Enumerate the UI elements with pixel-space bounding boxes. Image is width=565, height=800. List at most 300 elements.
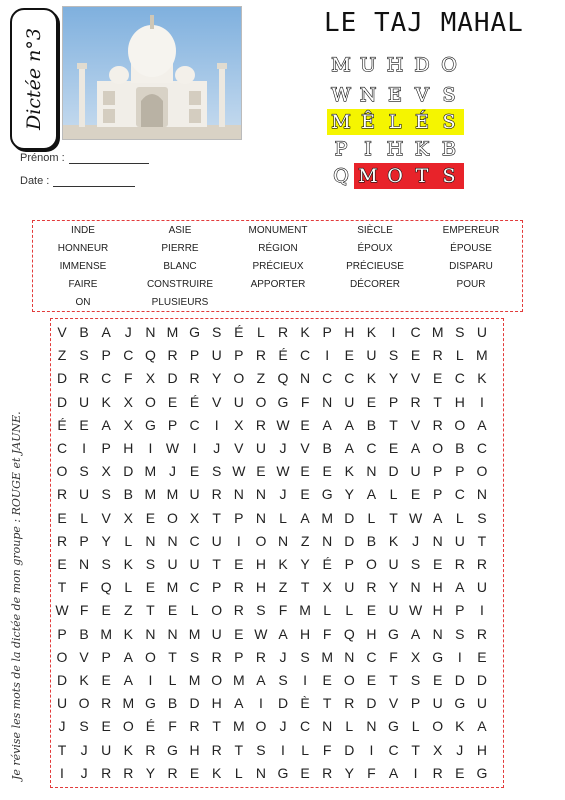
grid-cell[interactable]: Q <box>144 347 156 364</box>
grid-cell[interactable]: R <box>211 648 222 665</box>
grid-cell[interactable]: E <box>167 602 178 619</box>
grid-cell[interactable]: T <box>212 509 221 526</box>
grid-cell[interactable]: T <box>433 393 442 410</box>
grid-cell[interactable]: R <box>476 556 487 572</box>
grid-cell[interactable]: R <box>189 370 200 387</box>
grid-cell[interactable]: A <box>278 625 288 642</box>
grid-cell[interactable]: Q <box>100 579 112 596</box>
grid-cell[interactable]: M <box>122 695 135 712</box>
grid-cell[interactable]: P <box>433 463 443 480</box>
grid-cell[interactable]: I <box>148 440 153 456</box>
grid-cell[interactable]: S <box>189 648 200 665</box>
grid-cell[interactable]: S <box>101 556 111 572</box>
grid-cell[interactable]: R <box>432 347 443 364</box>
grid-cell[interactable]: U <box>344 579 355 596</box>
grid-cell[interactable]: N <box>300 370 311 387</box>
grid-cell[interactable]: B <box>79 625 89 642</box>
grid-cell[interactable]: T <box>322 695 332 712</box>
grid-cell[interactable]: O <box>255 718 267 735</box>
grid-cell[interactable]: N <box>410 579 421 596</box>
grid-cell[interactable]: O <box>476 463 488 480</box>
grid-cell[interactable]: U <box>79 486 90 503</box>
grid-cell[interactable]: C <box>123 347 134 364</box>
grid-cell[interactable]: W <box>276 416 290 433</box>
grid-cell[interactable]: A <box>477 416 487 433</box>
grid-cell[interactable]: E <box>300 463 310 480</box>
grid-cell[interactable]: P <box>344 556 354 572</box>
grid-cell[interactable]: X <box>322 579 332 596</box>
grid-cell[interactable]: O <box>211 602 223 619</box>
grid-cell[interactable]: D <box>123 463 134 480</box>
grid-cell[interactable]: U <box>454 532 465 549</box>
grid-cell[interactable]: K <box>300 324 310 340</box>
grid-cell[interactable]: I <box>325 347 330 364</box>
grid-cell[interactable]: F <box>168 718 177 735</box>
grid-cell[interactable]: E <box>388 440 399 456</box>
grid-cell[interactable]: N <box>167 532 178 549</box>
grid-cell[interactable]: L <box>323 602 332 619</box>
grid-cell[interactable]: J <box>279 718 287 735</box>
grid-cell[interactable]: N <box>233 486 244 503</box>
grid-cell[interactable]: T <box>477 532 487 549</box>
grid-cell[interactable]: C <box>101 370 112 387</box>
grid-cell[interactable]: C <box>388 741 399 758</box>
grid-cell[interactable]: J <box>213 440 221 456</box>
grid-cell[interactable]: N <box>145 324 156 340</box>
grid-cell[interactable]: R <box>432 416 443 433</box>
grid-cell[interactable]: Y <box>388 370 399 387</box>
grid-cell[interactable]: J <box>412 532 420 549</box>
grid-cell[interactable]: B <box>455 440 465 456</box>
grid-cell[interactable]: R <box>189 718 200 735</box>
grid-cell[interactable]: R <box>454 556 465 572</box>
grid-cell[interactable]: G <box>189 324 201 340</box>
grid-cell[interactable]: Z <box>300 532 310 549</box>
grid-cell[interactable]: X <box>234 416 244 433</box>
grid-cell[interactable]: O <box>343 672 355 688</box>
grid-cell[interactable]: R <box>79 370 90 387</box>
grid-cell[interactable]: R <box>211 486 222 503</box>
grid-cell[interactable]: L <box>256 324 265 340</box>
grid-cell[interactable]: C <box>366 440 377 456</box>
grid-cell[interactable]: K <box>477 370 487 387</box>
grid-cell[interactable]: A <box>300 509 310 526</box>
grid-cell[interactable]: X <box>433 741 443 758</box>
grid-cell[interactable]: U <box>56 695 68 712</box>
grid-cell[interactable]: C <box>189 532 200 549</box>
grid-cell[interactable]: C <box>410 324 421 340</box>
grid-cell[interactable]: E <box>366 672 377 688</box>
grid-cell[interactable]: E <box>410 486 421 503</box>
grid-cell[interactable]: L <box>455 347 464 364</box>
grid-cell[interactable]: L <box>389 486 398 503</box>
grid-cell[interactable]: W <box>408 602 423 619</box>
grid-cell[interactable]: S <box>101 486 111 503</box>
grid-cell[interactable]: U <box>211 347 222 364</box>
grid-cell[interactable]: E <box>234 625 244 642</box>
grid-cell[interactable]: V <box>101 509 111 526</box>
grid-cell[interactable]: M <box>321 648 334 665</box>
grid-cell[interactable]: T <box>300 579 310 596</box>
grid-cell[interactable]: J <box>58 718 66 735</box>
grid-cell[interactable]: N <box>322 532 333 549</box>
grid-cell[interactable]: Y <box>145 764 156 781</box>
grid-cell[interactable]: F <box>79 579 89 596</box>
grid-cell[interactable]: V <box>57 324 67 340</box>
grid-cell[interactable]: A <box>322 416 332 433</box>
grid-cell[interactable]: L <box>345 718 354 735</box>
grid-cell[interactable]: F <box>79 602 89 619</box>
grid-cell[interactable]: E <box>101 602 111 619</box>
grid-cell[interactable]: W <box>232 463 246 480</box>
grid-cell[interactable]: S <box>388 347 399 364</box>
grid-cell[interactable]: A <box>123 648 133 665</box>
grid-cell[interactable]: D <box>277 695 289 712</box>
grid-cell[interactable]: J <box>124 324 132 340</box>
grid-cell[interactable]: N <box>255 486 266 503</box>
grid-cell[interactable]: N <box>366 463 377 480</box>
grid-cell[interactable]: N <box>322 718 333 735</box>
grid-cell[interactable]: A <box>234 695 244 712</box>
grid-cell[interactable]: J <box>80 764 88 781</box>
grid-cell[interactable]: D <box>476 672 487 688</box>
grid-cell[interactable]: É <box>322 556 332 572</box>
grid-cell[interactable]: S <box>79 463 89 480</box>
grid-cell[interactable]: I <box>214 416 219 433</box>
grid-cell[interactable]: F <box>389 648 398 665</box>
grid-cell[interactable]: C <box>322 370 333 387</box>
grid-cell[interactable]: O <box>255 532 267 549</box>
grid-cell[interactable]: D <box>56 370 68 387</box>
grid-cell[interactable]: F <box>367 764 376 781</box>
grid-cell[interactable]: C <box>56 440 68 456</box>
grid-cell[interactable]: J <box>279 486 287 503</box>
grid-cell[interactable]: S <box>212 324 222 340</box>
grid-cell[interactable]: I <box>236 532 241 549</box>
grid-cell[interactable]: U <box>79 393 90 410</box>
grid-cell[interactable]: L <box>124 532 133 549</box>
grid-cell[interactable]: T <box>57 579 67 596</box>
grid-cell[interactable]: G <box>144 695 156 712</box>
grid-cell[interactable]: E <box>57 556 67 572</box>
grid-cell[interactable]: R <box>233 602 244 619</box>
grid-cell[interactable]: T <box>212 718 221 735</box>
grid-cell[interactable]: E <box>145 579 156 596</box>
grid-cell[interactable]: R <box>366 579 377 596</box>
grid-cell[interactable]: N <box>167 625 178 642</box>
grid-cell[interactable]: T <box>146 602 155 619</box>
grid-cell[interactable]: O <box>211 672 223 688</box>
grid-cell[interactable]: Z <box>256 370 266 387</box>
grid-cell[interactable]: A <box>366 486 377 503</box>
grid-cell[interactable]: F <box>300 393 310 410</box>
grid-cell[interactable]: M <box>476 347 488 364</box>
grid-cell[interactable]: P <box>101 347 111 364</box>
grid-cell[interactable]: A <box>410 625 421 642</box>
grid-cell[interactable]: H <box>123 440 134 456</box>
grid-cell[interactable]: N <box>277 532 289 549</box>
grid-cell[interactable]: N <box>344 648 355 665</box>
grid-cell[interactable]: N <box>322 393 333 410</box>
grid-cell[interactable]: H <box>366 625 377 642</box>
grid-cell[interactable]: I <box>369 741 374 758</box>
grid-cell[interactable]: U <box>366 347 377 364</box>
grid-cell[interactable]: R <box>432 764 443 781</box>
grid-cell[interactable]: E <box>145 509 156 526</box>
grid-cell[interactable]: M <box>431 324 444 340</box>
grid-cell[interactable]: S <box>455 625 465 642</box>
grid-cell[interactable]: I <box>479 393 484 410</box>
grid-cell[interactable]: A <box>344 440 354 456</box>
grid-cell[interactable]: O <box>255 393 267 410</box>
grid-cell[interactable]: M <box>144 463 157 480</box>
grid-cell[interactable]: U <box>255 440 266 456</box>
grid-cell[interactable]: J <box>279 648 287 665</box>
grid-cell[interactable]: D <box>344 509 355 526</box>
grid-cell[interactable]: L <box>301 741 309 758</box>
grid-cell[interactable]: Y <box>212 370 222 387</box>
grid-cell[interactable]: R <box>277 324 289 340</box>
grid-cell[interactable]: Q <box>343 625 355 642</box>
grid-cell[interactable]: V <box>79 648 89 665</box>
grid-cell[interactable]: U <box>101 741 112 758</box>
grid-cell[interactable]: M <box>166 579 179 596</box>
grid-cell[interactable]: U <box>189 486 200 503</box>
grid-cell[interactable]: I <box>148 672 153 688</box>
grid-cell[interactable]: R <box>255 347 266 364</box>
grid-cell[interactable]: L <box>411 718 420 735</box>
grid-cell[interactable]: H <box>344 324 355 340</box>
grid-cell[interactable]: B <box>366 532 377 549</box>
grid-cell[interactable]: J <box>279 440 287 456</box>
grid-cell[interactable]: S <box>256 741 266 758</box>
grid-cell[interactable]: N <box>79 556 90 572</box>
grid-cell[interactable]: E <box>300 486 310 503</box>
grid-cell[interactable]: A <box>344 416 354 433</box>
grid-cell[interactable]: D <box>167 370 178 387</box>
grid-cell[interactable]: E <box>234 556 244 572</box>
grid-cell[interactable]: X <box>410 648 421 665</box>
grid-cell[interactable]: E <box>79 416 89 433</box>
grid-cell[interactable]: P <box>388 393 399 410</box>
grid-cell[interactable]: U <box>211 532 222 549</box>
grid-cell[interactable]: S <box>278 672 288 688</box>
grid-cell[interactable]: J <box>169 463 176 480</box>
grid-cell[interactable]: S <box>410 556 421 572</box>
grid-cell[interactable]: P <box>455 602 465 619</box>
grid-cell[interactable]: E <box>57 509 67 526</box>
grid-cell[interactable]: C <box>189 416 200 433</box>
grid-cell[interactable]: B <box>366 416 377 433</box>
grid-cell[interactable]: Y <box>300 556 310 572</box>
grid-cell[interactable]: P <box>433 486 443 503</box>
grid-cell[interactable]: É <box>57 416 67 433</box>
grid-cell[interactable]: V <box>300 440 310 456</box>
grid-cell[interactable]: E <box>322 463 332 480</box>
grid-cell[interactable]: H <box>300 625 311 642</box>
grid-cell[interactable]: R <box>322 764 333 781</box>
grid-cell[interactable]: O <box>365 556 377 572</box>
grid-cell[interactable]: O <box>167 509 178 526</box>
grid-cell[interactable]: A <box>101 324 111 340</box>
grid-cell[interactable]: A <box>455 579 465 596</box>
prenom-line[interactable] <box>69 163 149 164</box>
grid-cell[interactable]: L <box>168 672 177 688</box>
grid-cell[interactable]: W <box>254 625 268 642</box>
grid-cell[interactable]: U <box>233 393 244 410</box>
grid-cell[interactable]: D <box>56 672 68 688</box>
grid-cell[interactable]: U <box>476 324 487 340</box>
grid-cell[interactable]: I <box>457 648 462 665</box>
grid-cell[interactable]: D <box>344 532 355 549</box>
grid-cell[interactable]: R <box>56 532 68 549</box>
grid-cell[interactable]: S <box>79 347 89 364</box>
grid-cell[interactable]: A <box>388 764 399 781</box>
grid-cell[interactable]: Y <box>344 764 354 781</box>
grid-cell[interactable]: N <box>145 625 156 642</box>
grid-cell[interactable]: X <box>123 416 133 433</box>
grid-cell[interactable]: E <box>433 556 443 572</box>
grid-cell[interactable]: M <box>232 718 245 735</box>
grid-cell[interactable]: K <box>278 556 288 572</box>
grid-cell[interactable]: E <box>322 672 332 688</box>
grid-cell[interactable]: H <box>189 741 200 758</box>
grid-cell[interactable]: R <box>167 764 178 781</box>
grid-cell[interactable]: C <box>454 370 465 387</box>
grid-cell[interactable]: S <box>477 509 487 526</box>
grid-cell[interactable]: K <box>123 741 133 758</box>
grid-cell[interactable]: T <box>57 741 67 758</box>
grid-cell[interactable]: W <box>276 463 290 480</box>
grid-cell[interactable]: E <box>344 347 354 364</box>
grid-cell[interactable]: L <box>279 509 287 526</box>
grid-cell[interactable]: R <box>476 625 487 642</box>
grid-cell[interactable]: J <box>80 741 88 758</box>
grid-cell[interactable]: H <box>476 741 487 758</box>
grid-cell[interactable]: P <box>234 347 244 364</box>
grid-cell[interactable]: E <box>477 648 487 665</box>
grid-cell[interactable]: C <box>344 370 355 387</box>
grid-cell[interactable]: E <box>366 393 377 410</box>
grid-cell[interactable]: R <box>56 486 68 503</box>
grid-cell[interactable]: R <box>255 648 266 665</box>
grid-cell[interactable]: G <box>321 486 333 503</box>
grid-cell[interactable]: D <box>56 393 68 410</box>
grid-cell[interactable]: C <box>300 347 311 364</box>
grid-cell[interactable]: O <box>432 718 444 735</box>
grid-cell[interactable]: O <box>78 695 90 712</box>
grid-cell[interactable]: L <box>124 579 133 596</box>
grid-cell[interactable]: D <box>344 741 355 758</box>
grid-cell[interactable]: P <box>455 463 465 480</box>
grid-cell[interactable]: T <box>168 648 177 665</box>
grid-cell[interactable]: H <box>255 556 266 572</box>
grid-cell[interactable]: N <box>255 764 266 781</box>
grid-cell[interactable]: G <box>388 625 399 642</box>
grid-cell[interactable]: R <box>211 741 222 758</box>
grid-cell[interactable]: Y <box>388 579 399 596</box>
grid-cell[interactable]: E <box>300 416 310 433</box>
grid-cell[interactable]: K <box>366 324 377 340</box>
grid-cell[interactable]: F <box>322 625 332 642</box>
grid-cell[interactable]: O <box>122 718 134 735</box>
grid-cell[interactable]: S <box>410 672 421 688</box>
grid-cell[interactable]: P <box>101 648 111 665</box>
grid-cell[interactable]: E <box>101 672 111 688</box>
grid-cell[interactable]: U <box>388 556 399 572</box>
grid-cell[interactable]: S <box>455 324 465 340</box>
grid-cell[interactable]: A <box>256 672 266 688</box>
grid-cell[interactable]: P <box>322 324 332 340</box>
grid-cell[interactable]: R <box>344 695 355 712</box>
grid-cell[interactable]: T <box>212 556 221 572</box>
grid-cell[interactable]: L <box>367 509 376 526</box>
grid-cell[interactable]: É <box>189 393 200 410</box>
grid-cell[interactable]: M <box>299 602 311 619</box>
grid-cell[interactable]: B <box>167 695 178 712</box>
grid-cell[interactable]: S <box>79 718 89 735</box>
grid-cell[interactable]: S <box>256 602 266 619</box>
grid-cell[interactable]: B <box>322 440 332 456</box>
grid-cell[interactable]: M <box>144 486 157 503</box>
grid-cell[interactable]: K <box>455 718 465 735</box>
grid-cell[interactable]: U <box>211 625 222 642</box>
grid-cell[interactable]: D <box>366 695 377 712</box>
grid-cell[interactable]: V <box>410 370 421 387</box>
grid-cell[interactable]: L <box>190 602 199 619</box>
grid-cell[interactable]: D <box>388 463 399 480</box>
grid-cell[interactable]: G <box>277 393 289 410</box>
grid-cell[interactable]: L <box>455 509 464 526</box>
grid-cell[interactable]: E <box>455 764 465 781</box>
grid-cell[interactable]: S <box>212 463 222 480</box>
grid-cell[interactable]: V <box>234 440 244 456</box>
grid-cell[interactable]: V <box>410 416 421 433</box>
grid-cell[interactable]: J <box>456 741 464 758</box>
grid-cell[interactable]: T <box>234 741 244 758</box>
grid-cell[interactable]: T <box>389 416 398 433</box>
grid-cell[interactable]: U <box>344 393 355 410</box>
grid-cell[interactable]: E <box>101 718 111 735</box>
grid-cell[interactable]: A <box>101 416 111 433</box>
grid-cell[interactable]: O <box>144 648 156 665</box>
grid-cell[interactable]: E <box>167 393 178 410</box>
grid-cell[interactable]: V <box>388 695 399 712</box>
grid-cell[interactable]: E <box>256 463 266 480</box>
grid-cell[interactable]: P <box>167 416 178 433</box>
grid-cell[interactable]: X <box>123 509 133 526</box>
grid-cell[interactable]: R <box>123 764 134 781</box>
grid-cell[interactable]: H <box>432 602 443 619</box>
grid-cell[interactable]: P <box>234 509 244 526</box>
grid-cell[interactable]: R <box>167 347 178 364</box>
grid-cell[interactable]: I <box>60 764 64 781</box>
grid-cell[interactable]: H <box>454 393 465 410</box>
grid-cell[interactable]: O <box>432 440 444 456</box>
grid-cell[interactable]: H <box>255 579 266 596</box>
grid-cell[interactable]: O <box>56 648 68 665</box>
grid-cell[interactable]: G <box>388 718 399 735</box>
grid-cell[interactable]: R <box>233 579 244 596</box>
grid-cell[interactable]: K <box>79 672 89 688</box>
grid-cell[interactable]: I <box>281 741 285 758</box>
grid-cell[interactable]: L <box>234 764 243 781</box>
grid-cell[interactable]: F <box>322 741 332 758</box>
grid-cell[interactable]: E <box>189 764 200 781</box>
grid-cell[interactable]: O <box>144 393 156 410</box>
grid-cell[interactable]: R <box>255 416 266 433</box>
grid-cell[interactable]: G <box>454 695 466 712</box>
